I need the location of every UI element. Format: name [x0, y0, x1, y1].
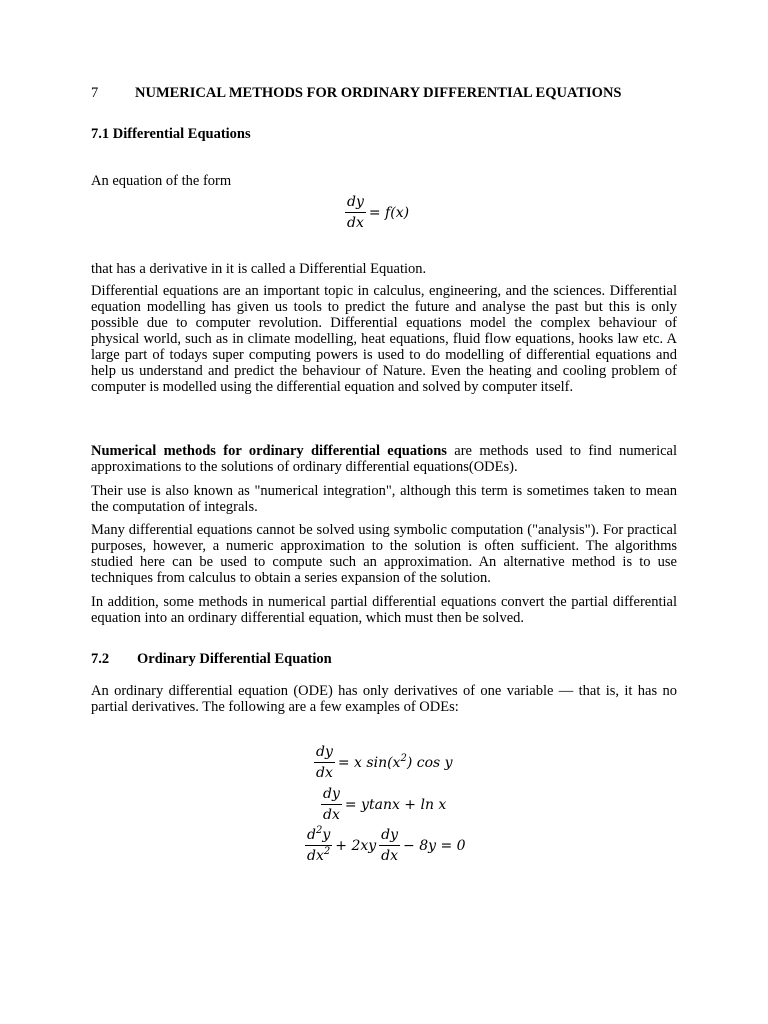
fraction: [305, 827, 332, 864]
ode-example-2-rhs: = ytanx + ln x: [344, 796, 447, 813]
definition-line: that has a derivative in it is called a Differential Equation.: [91, 261, 427, 277]
tail-term: − 8y = 0: [403, 837, 466, 854]
equation-dy-dx: [345, 194, 409, 231]
superscript: 2: [323, 846, 331, 857]
denominator-part: dx: [307, 848, 324, 864]
numerator: dy: [345, 194, 366, 213]
paragraph-ode-definition: An ordinary differential equation (ODE) has only derivatives of one variable — that is, it has no partial derivatives. The following are a few examples of ODEs:: [91, 683, 677, 715]
fraction: [314, 744, 335, 781]
paragraph-symbolic-computation: Many differential equations cannot be solved using symbolic computation ("analysis"). For practical purposes, however, a numeric approximation to the solution is often sufficient. The algorithms studied here can be used to compute such an approximation. An alternative method is to use techniques from calculus to obtain a series expansion of the solution.: [91, 522, 677, 586]
superscript: 2: [315, 825, 323, 836]
middle-term: + 2xy: [335, 837, 377, 854]
ode-example-1: [314, 744, 453, 781]
superscript: 2: [400, 752, 407, 764]
numerator: dy: [314, 744, 335, 763]
section-title: Ordinary Differential Equation: [137, 651, 332, 667]
numerator-part: d: [307, 827, 316, 843]
paragraph-numerical-methods: [91, 443, 677, 475]
paragraph-importance: Differential equations are an important topic in calculus, engineering, and the sciences. Differential equation modelling has given us tools to predict the future and analyse the past but this is only possible due to computer revolution. Differential equations model the complex behaviour of physical world, such as in climate modelling, heat equations, fluid flow equations, hooks law etc. A large part of todays super computing powers is used to do modelling of differential equations and help us understand and predict the behaviour of Nature. Even the heating and cooling problem of computer is modelled using the differential equation and solved by computer itself.: [91, 283, 677, 395]
equation-rhs: = f(x): [368, 204, 410, 221]
equation-intro: An equation of the form: [91, 173, 232, 189]
ode-example-2: [321, 786, 446, 823]
fraction: [379, 827, 400, 864]
numerator-part: y: [322, 827, 331, 843]
numerator: dy: [379, 827, 400, 846]
ode-example-3: [305, 827, 466, 864]
denominator: dx: [381, 848, 399, 864]
fraction: [321, 786, 342, 823]
fraction: [345, 194, 366, 231]
chapter-heading: [91, 84, 681, 102]
ode-example-1-rhs: [337, 752, 453, 771]
section-heading-7-2: [91, 650, 332, 668]
rhs-part: ) cos y: [406, 754, 453, 771]
denominator: dx: [323, 807, 340, 823]
rhs-part: = x sin(x: [337, 754, 401, 771]
chapter-title: NUMERICAL METHODS FOR ORDINARY DIFFERENTIAL EQUATIONS: [135, 85, 622, 101]
bold-lead: Numerical methods for ordinary differential equations: [91, 443, 447, 459]
numerator: [305, 827, 332, 846]
denominator: dx: [316, 765, 333, 781]
numerator: dy: [321, 786, 342, 805]
paragraph-numerical-methods-text: are methods used to find numerical approximations to the solutions of ordinary differential equations(ODEs).: [91, 443, 678, 475]
section-number: 7.2: [91, 651, 110, 667]
paragraph-numerical-integration: Their use is also known as "numerical integration", although this term is sometimes taken to mean the computation of integrals.: [91, 483, 677, 515]
paragraph-pde-conversion: In addition, some methods in numerical partial differential equations convert the partial differential equation into an ordinary differential equation, which must then be solved.: [91, 594, 677, 626]
denominator: [305, 846, 332, 864]
chapter-number: 7: [91, 85, 99, 101]
denominator: dx: [347, 215, 364, 231]
section-heading-7-1: 7.1 Differential Equations: [91, 126, 251, 142]
